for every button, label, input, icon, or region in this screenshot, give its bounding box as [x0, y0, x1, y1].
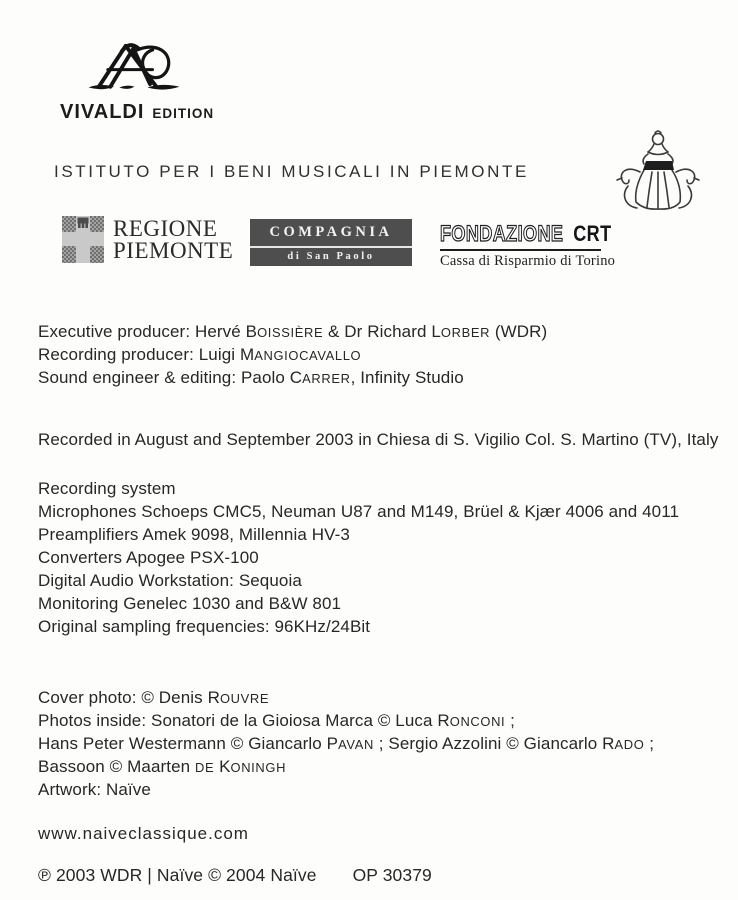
text-line: Preamplifiers Amek 9098, Millennia HV-3	[38, 525, 350, 544]
text-line: Recording producer: Luigi MANGIOCAVALLO	[38, 345, 362, 364]
emblem-lyre-shape	[643, 161, 674, 170]
vivaldi-title: VIVALDI	[60, 101, 145, 123]
piemonte-cross-crest-icon	[62, 216, 104, 263]
text-line: Artwork: Naïve	[38, 780, 151, 799]
compagnia-subtitle: di San Paolo	[250, 246, 412, 266]
recorded-location-line	[38, 428, 718, 451]
copyright-text: ℗ 2003 WDR | Naïve © 2004 Naïve	[38, 865, 317, 885]
regione-piemonte-wordmark	[113, 215, 234, 263]
catalog-number: OP 30379	[352, 865, 432, 885]
regione-line2: PIEMONTE	[113, 237, 234, 263]
text-line: Monitoring Genelec 1030 and B&W 801	[38, 594, 342, 613]
crt-solid-text: CRT	[573, 221, 612, 246]
vivaldi-edition-wordmark	[60, 101, 214, 124]
photo-credits-block	[38, 686, 654, 801]
text-line: Recorded in August and September 2003 in Chiesa di S. Vigilio Col. S. Martino (TV), Italy	[38, 430, 719, 449]
fondazione-crt-logo	[440, 221, 616, 270]
text-line: Bassoon © Maarten DE KONINGH	[38, 757, 287, 776]
muse-with-swans-emblem-icon	[614, 130, 702, 210]
text-line: Photos inside: Sonatori de la Gioiosa Marca © Luca RONCONI ;	[38, 711, 515, 730]
fondazione-outline-text: FONDAZIONE	[440, 221, 564, 246]
text-line: Cover photo: © Denis ROUVRE	[38, 688, 270, 707]
vivaldi-edition-logo	[60, 38, 214, 124]
text-line: Original sampling frequencies: 96KHz/24Bit	[38, 617, 371, 636]
text-line: Executive producer: Hervé BOISSIÈRE & Dr Richard LORBER (WDR)	[38, 322, 548, 341]
website-url: www.naiveclassique.com	[38, 824, 249, 843]
regione-line1: REGIONE	[113, 215, 218, 241]
vivaldi-subtitle: EDITION	[152, 106, 215, 121]
producer-credits-block	[38, 320, 547, 389]
fondazione-divider	[440, 249, 601, 251]
text-line: Digital Audio Workstation: Sequoia	[38, 571, 302, 590]
copyright-line	[38, 864, 432, 887]
istituto-title: ISTITUTO PER I BENI MUSICALI IN PIEMONTE	[54, 162, 529, 181]
fondazione-subtitle: Cassa di Risparmio di Torino	[440, 253, 616, 269]
text-line: Recording system	[38, 479, 176, 498]
regione-piemonte-logo	[62, 216, 233, 263]
fondazione-crt-wordmark	[440, 221, 612, 247]
recording-system-block	[38, 477, 679, 638]
text-line: Converters Apogee PSX-100	[38, 548, 259, 567]
text-line: Sound engineer & editing: Paolo CARRER, Infinity Studio	[38, 368, 464, 387]
vivaldi-monogram-icon	[86, 38, 182, 94]
text-line: Hans Peter Westermann © Giancarlo PAVAN ; Sergio Azzolini © Giancarlo RADO ;	[38, 734, 655, 753]
compagnia-san-paolo-logo	[250, 219, 412, 266]
compagnia-wordmark: COMPAGNIA	[269, 224, 393, 240]
text-line: Microphones Schoeps CMC5, Neuman U87 and M149, Brüel & Kjær 4006 and 4011	[38, 502, 680, 521]
